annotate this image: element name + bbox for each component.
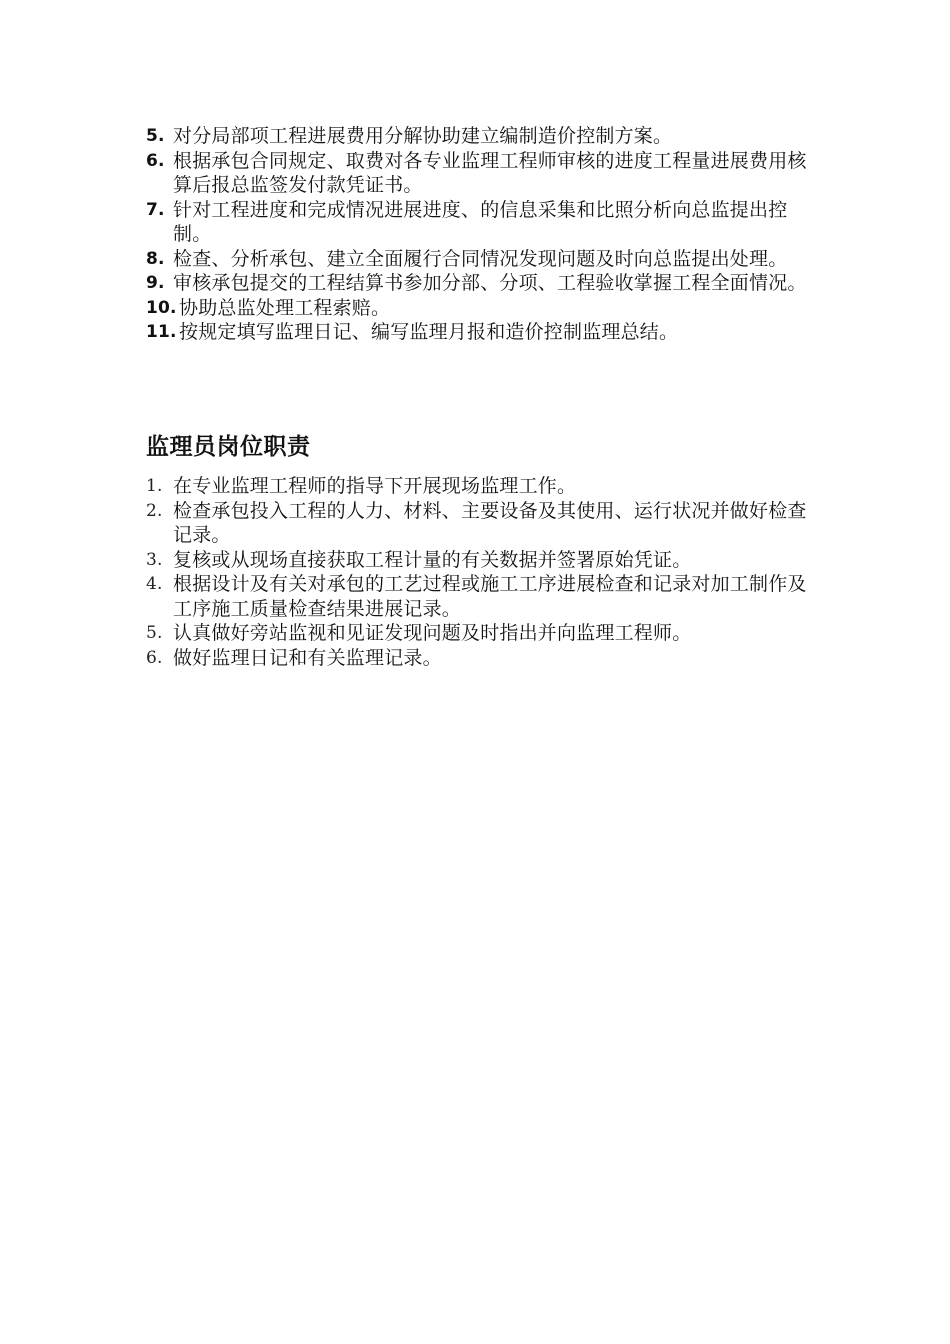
item-number: 11. — [146, 322, 177, 342]
item-text: 复核或从现场直接获取工程计量的有关数据并签署原始凭证。 — [173, 548, 692, 571]
item-text: 检查承包投入工程的人力、材料、主要设备及其使用、运行状况并做好检查记录。 — [173, 499, 807, 546]
duty-list-inspector — [146, 474, 810, 670]
item-text: 在专业监理工程师的指导下开展现场监理工作。 — [173, 475, 577, 497]
item-text: 检查、分析承包、建立全面履行合同情况发现问题及时向总监提出处理。 — [173, 247, 788, 270]
item-number: 1. — [146, 476, 163, 496]
list-item — [146, 474, 810, 499]
list-item — [146, 296, 810, 321]
item-number: 6. — [146, 647, 163, 668]
item-number: 10. — [146, 297, 177, 318]
list-item — [146, 247, 810, 272]
item-text: 对分局部项工程进展费用分解协助建立编制造价控制方案。 — [173, 125, 673, 147]
item-text: 认真做好旁站监视和见证发现问题及时指出并向监理工程师。 — [173, 622, 692, 644]
list-item — [146, 499, 810, 548]
item-text: 审核承包提交的工程结算书参加分部、分项、工程验收掌握工程全面情况。 — [173, 272, 807, 294]
item-number: 9. — [146, 273, 165, 293]
list-item — [146, 320, 810, 345]
list-item — [146, 548, 810, 573]
list-item — [146, 149, 810, 198]
item-number: 7. — [146, 199, 165, 220]
item-text: 根据承包合同规定、取费对各专业监理工程师审核的进度工程量进展费用核算后报总监签发付款凭证书。 — [173, 149, 807, 196]
item-number: 8. — [146, 248, 165, 269]
list-item — [146, 646, 810, 671]
item-number: 3. — [146, 549, 163, 570]
section-heading: 监理员岗位职责 — [146, 434, 311, 460]
list-item — [146, 572, 810, 621]
list-item — [146, 621, 810, 646]
duty-list-cost-control — [146, 124, 810, 345]
list-item — [146, 124, 810, 149]
item-number: 5. — [146, 126, 165, 146]
item-text: 做好监理日记和有关监理记录。 — [173, 646, 442, 669]
item-number: 5. — [146, 623, 163, 643]
item-number: 6. — [146, 150, 165, 171]
item-text: 针对工程进度和完成情况进展进度、的信息采集和比照分析向总监提出控制。 — [173, 198, 788, 245]
item-number: 2. — [146, 500, 163, 521]
item-text: 根据设计及有关对承包的工艺过程或施工工序进展检查和记录对加工制作及工序施工质量检查结果进展记录。 — [173, 573, 807, 620]
list-item — [146, 271, 810, 296]
list-item — [146, 198, 810, 247]
item-text: 按规定填写监理日记、编写监理月报和造价控制监理总结。 — [179, 321, 679, 343]
item-number: 4. — [146, 574, 163, 594]
item-text: 协助总监处理工程索赔。 — [179, 296, 391, 319]
